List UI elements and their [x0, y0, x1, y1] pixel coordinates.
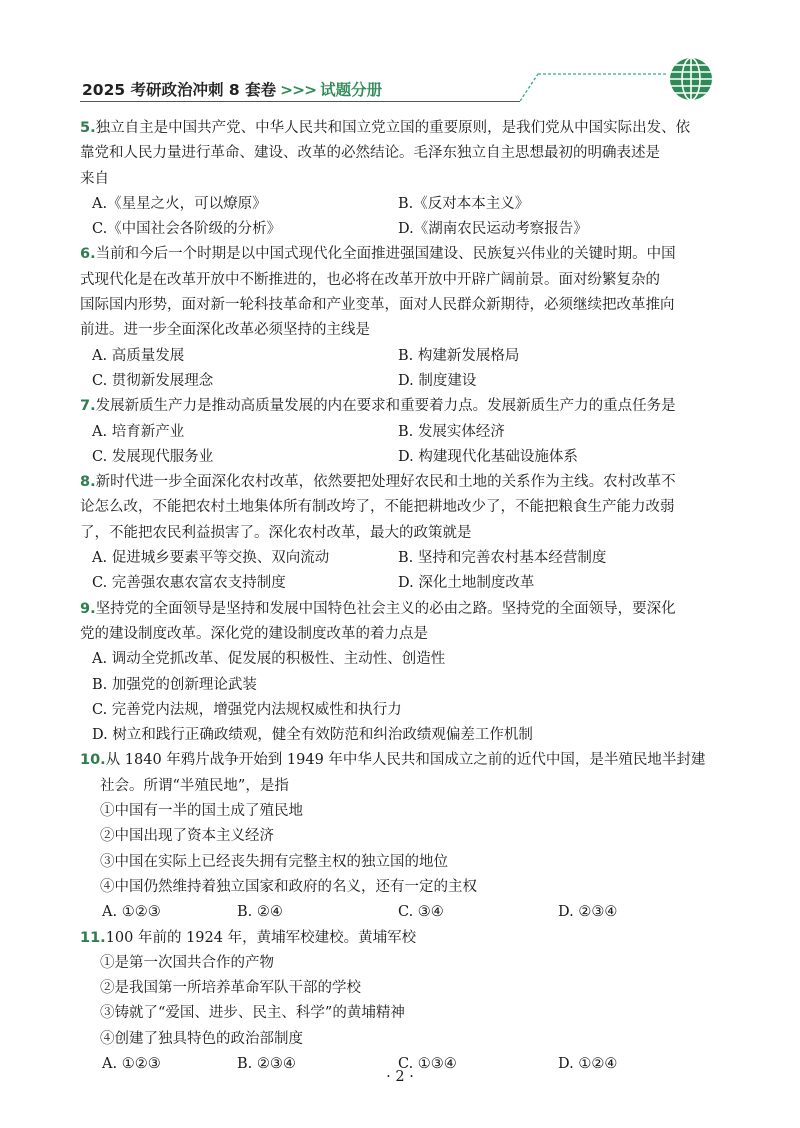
- statement-item: ①是第一次国共合作的产物: [100, 954, 274, 971]
- option-a: A. 高质量发展: [92, 347, 185, 364]
- option-row: [80, 344, 730, 369]
- question-text-line: 国际国内形势，面对新一轮科技革命和产业变革，面对人民群众新期待，必须继续把改革推向: [80, 297, 675, 314]
- option-c: C. 完善党内法规，增强党内法规权威性和执行力: [92, 701, 402, 718]
- question-text-line: 当前和今后一个时期是以中国式现代化全面推进强国建设、民族复兴伟业的关键时期。中国: [95, 246, 676, 263]
- question-text-line: 坚持党的全面领导是坚持和发展中国特色社会主义的必由之路。坚持党的全面领导，要深化: [95, 600, 676, 617]
- question-8: [80, 470, 730, 596]
- question-number: 6.: [80, 246, 96, 263]
- header-title-block: [82, 78, 382, 100]
- option-d: D. 制度建设: [398, 372, 477, 389]
- option-a: A. 促进城乡要素平等交换、双向流动: [92, 550, 330, 567]
- option-row: [80, 369, 730, 394]
- option-b: B. ②④: [237, 904, 283, 921]
- question-number: 11.: [80, 929, 106, 946]
- question-number: 8.: [80, 474, 96, 491]
- option-a: A. ①②③: [102, 1055, 161, 1072]
- option-c: C.《中国社会各阶级的分析》: [92, 221, 282, 238]
- question-text-line: 了，不能把农民利益损害了。深化农村改革，最大的政策就是: [80, 524, 472, 541]
- question-text-line: 从 1840 年鸦片战争开始到 1949 年中华人民共和国成立之前的近代中国，是半殖民地半封建: [105, 752, 706, 769]
- option-row: [80, 900, 730, 925]
- option-a: A. 调动全党抓改革、促发展的积极性、主动性、创造性: [92, 651, 446, 668]
- statement-item: ③中国在实际上已经丧失拥有完整主权的独立国的地位: [100, 853, 448, 870]
- option-d: D. ②③④: [558, 904, 618, 921]
- option-c: C. 完善强农惠农富农支持制度: [92, 575, 286, 592]
- option-row: [80, 445, 730, 470]
- option-c: C. ①③④: [398, 1055, 457, 1072]
- question-text-line: 发展新质生产力是推动高质量发展的内在要求和重要着力点。发展新质生产力的重点任务是: [95, 398, 676, 415]
- option-a: A. ①②③: [102, 904, 161, 921]
- option-d: D. 深化土地制度改革: [398, 575, 535, 592]
- question-text-line: 式现代化是在改革开放中不断推进的，也必将在改革开放中开辟广阔前景。面对纷繁复杂的: [80, 271, 660, 288]
- option-row: [80, 217, 730, 242]
- question-text-line: 社会。所谓“半殖民地”，是指: [100, 777, 289, 794]
- option-row: [80, 546, 730, 571]
- question-9: [80, 597, 730, 749]
- option-row: [80, 192, 730, 217]
- option-b: B. 坚持和完善农村基本经营制度: [398, 550, 607, 567]
- question-5: [80, 116, 730, 242]
- page-number: · 2 ·: [386, 1069, 414, 1085]
- statement-item: ④创建了独具特色的政治部制度: [100, 1030, 303, 1047]
- header-rule: [80, 101, 520, 102]
- page-header: [0, 0, 800, 110]
- statement-item: ②中国出现了资本主义经济: [100, 828, 274, 845]
- option-row: [80, 571, 730, 596]
- question-6: [80, 242, 730, 394]
- option-c: C. 贯彻新发展理念: [92, 372, 214, 389]
- question-text-line: 来自: [80, 170, 109, 187]
- statement-item: ①中国有一半的国土成了殖民地: [100, 803, 303, 820]
- question-text-line: 新时代进一步全面深化农村改革，依然要把处理好农民和土地的关系作为主线。农村改革不: [95, 474, 676, 491]
- header-dashed-decoration: [520, 70, 670, 104]
- question-7: [80, 394, 730, 470]
- question-number: 10.: [80, 752, 106, 769]
- question-text-line: 靠党和人民力量进行革命、建设、改革的必然结论。毛泽东独立自主思想最初的明确表述是: [80, 145, 660, 162]
- question-text-line: 100 年前的 1924 年，黄埔军校建校。黄埔军校: [105, 929, 417, 946]
- option-b: B. 发展实体经济: [398, 423, 505, 440]
- book-title: 2025 考研政治冲刺 8 套卷: [82, 81, 277, 99]
- option-d: D. 树立和践行正确政绩观，健全有效防范和纠治政绩观偏差工作机制: [92, 727, 533, 744]
- question-text-line: 论怎么改，不能把农村土地集体所有制改垮了，不能把耕地改少了，不能把粮食生产能力改弱: [80, 499, 675, 516]
- question-number: 5.: [80, 120, 96, 136]
- arrows-icon: >>>: [280, 81, 317, 99]
- option-d: D.《湖南农民运动考察报告》: [398, 221, 588, 238]
- question-text-line: 前进。进一步全面深化改革必须坚持的主线是: [80, 322, 370, 339]
- option-d: D. ①②④: [558, 1055, 618, 1072]
- option-a: A. 培育新产业: [92, 423, 185, 440]
- question-10: [80, 748, 730, 925]
- option-b: B. 加强党的创新理论武装: [92, 676, 257, 693]
- question-number: 9.: [80, 600, 96, 617]
- globe-icon: [668, 56, 714, 102]
- option-c: C. ③④: [398, 904, 444, 921]
- question-text-line: 党的建设制度改革。深化党的建设制度改革的着力点是: [80, 625, 428, 642]
- statement-item: ③铸就了“爱国、进步、民主、科学”的黄埔精神: [100, 1005, 405, 1022]
- statement-item: ④中国仍然维持着独立国家和政府的名义，还有一定的主权: [100, 878, 477, 895]
- question-list: [80, 116, 730, 1077]
- option-row: [80, 420, 730, 445]
- option-b: B. ②③④: [237, 1055, 296, 1072]
- option-b: B.《反对本本主义》: [398, 195, 530, 212]
- statement-item: ②是我国第一所培养革命军队干部的学校: [100, 980, 361, 997]
- question-11: [80, 926, 730, 1078]
- book-subtitle: 试题分册: [320, 81, 383, 99]
- option-c: C. 发展现代服务业: [92, 448, 214, 465]
- question-text-line: 独立自主是中国共产党、中华人民共和国立党立国的重要原则，是我们党从中国实际出发、依: [95, 120, 691, 136]
- question-number: 7.: [80, 398, 96, 415]
- option-a: A.《星星之火，可以燎原》: [92, 195, 267, 212]
- option-b: B. 构建新发展格局: [398, 347, 520, 364]
- option-d: D. 构建现代化基础设施体系: [398, 448, 578, 465]
